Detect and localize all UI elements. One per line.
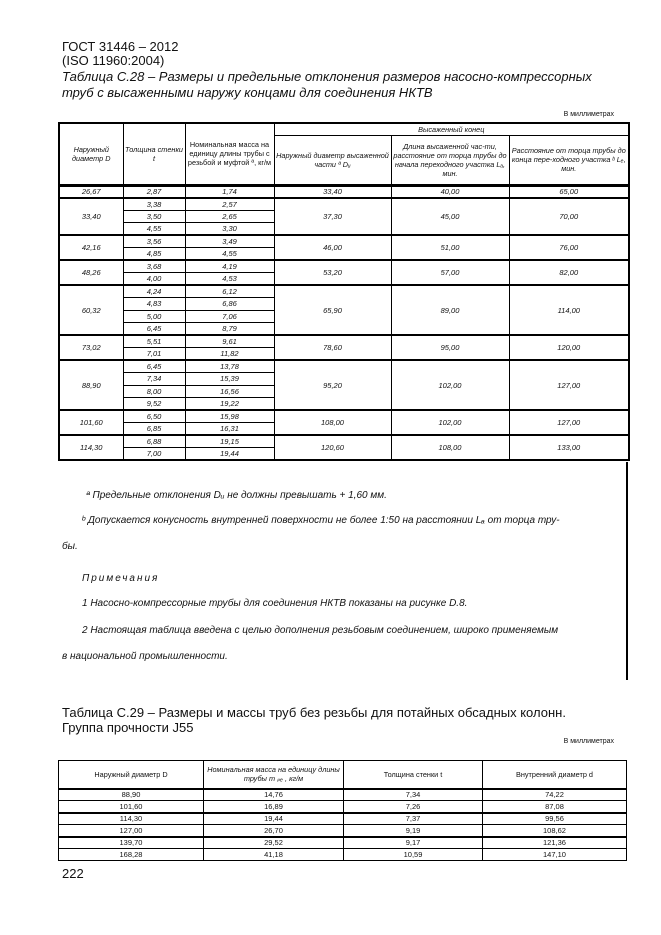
- cell-outer-diameter: 101,60: [59, 410, 123, 435]
- header-cell: Толщина стенки t: [344, 761, 483, 789]
- table-cell: 127,00: [59, 825, 204, 837]
- cell-du: 37,30: [274, 198, 391, 236]
- cell-outer-diameter: 114,30: [59, 435, 123, 460]
- table-row: [59, 260, 629, 273]
- header-upset-length: Длина высаженной час-ти, расстояние от торца трубы до начала переходного участка Lₐ, мин.: [391, 135, 509, 185]
- table-cell: 88,90: [59, 789, 204, 801]
- table-row: [59, 285, 629, 298]
- notes-border: [626, 462, 628, 680]
- cell-du: 33,40: [274, 185, 391, 198]
- cell-mass: 16,56: [185, 385, 274, 398]
- cell-outer-diameter: 60,32: [59, 285, 123, 335]
- cell-wall-thickness: 7,01: [123, 348, 185, 361]
- note-1: 1 Насосно-компрессорные трубы для соединения НКТВ показаны на рисунке D.8.: [82, 598, 468, 609]
- cell-len: 102,00: [391, 360, 509, 410]
- cell-mass: 4,53: [185, 273, 274, 286]
- cell-len: 57,00: [391, 260, 509, 285]
- cell-outer-diameter: 42,16: [59, 235, 123, 260]
- table-row: [59, 825, 627, 837]
- table-row: [59, 198, 629, 211]
- cell-wall-thickness: 4,24: [123, 285, 185, 298]
- cell-wall-thickness: 5,00: [123, 310, 185, 323]
- cell-outer-diameter: 26,67: [59, 185, 123, 198]
- cell-dist: 70,00: [509, 198, 629, 236]
- table-cell: 87,08: [483, 801, 627, 813]
- table-cell: 99,56: [483, 813, 627, 825]
- t28-title-line2: труб с высаженными наружу концами для соединения НКТВ: [62, 85, 433, 100]
- cell-outer-diameter: 33,40: [59, 198, 123, 236]
- header-cell: Внутренний диаметр d: [483, 761, 627, 789]
- cell-dist: 76,00: [509, 235, 629, 260]
- header-upset-diameter: Наружный диаметр высаженной части ª Dᵤ: [274, 135, 391, 185]
- header-outer-diameter: Наружный диаметр D: [59, 123, 123, 185]
- cell-dist: 133,00: [509, 435, 629, 460]
- cell-mass: 16,31: [185, 423, 274, 436]
- cell-du: 95,20: [274, 360, 391, 410]
- cell-outer-diameter: 88,90: [59, 360, 123, 410]
- note-2-line2: в национальной промышленности.: [62, 651, 228, 662]
- cell-mass: 4,19: [185, 260, 274, 273]
- table-cell: 26,70: [204, 825, 344, 837]
- table-cell: 7,37: [344, 813, 483, 825]
- cell-mass: 19,44: [185, 448, 274, 461]
- table-cell: 147,10: [483, 849, 627, 861]
- cell-wall-thickness: 6,50: [123, 410, 185, 423]
- note-2-line1: 2 Настоящая таблица введена с целью дополнения резьбовым соединением, широко применяемым: [82, 625, 559, 636]
- header-mass: Номинальная масса на единицу длины трубы с резьбой и муфтой ª, кг/м: [185, 123, 274, 185]
- table-cell: 108,62: [483, 825, 627, 837]
- cell-dist: 82,00: [509, 260, 629, 285]
- cell-wall-thickness: 7,00: [123, 448, 185, 461]
- table-cell: 9,19: [344, 825, 483, 837]
- table-row: [59, 435, 629, 448]
- cell-wall-thickness: 5,51: [123, 335, 185, 348]
- cell-wall-thickness: 3,50: [123, 210, 185, 223]
- table-cell: 9,17: [344, 837, 483, 849]
- cell-dist: 114,00: [509, 285, 629, 335]
- cell-dist: 127,00: [509, 410, 629, 435]
- cell-len: 40,00: [391, 185, 509, 198]
- cell-wall-thickness: 7,34: [123, 373, 185, 386]
- cell-dist: 120,00: [509, 335, 629, 360]
- header-transition-distance: Расстояние от торца трубы до конца пере-ходного участка ᵇ Lₑ, мин.: [509, 135, 629, 185]
- cell-mass: 1,74: [185, 185, 274, 198]
- cell-wall-thickness: 6,85: [123, 423, 185, 436]
- cell-wall-thickness: 4,85: [123, 248, 185, 261]
- table-cell: 121,36: [483, 837, 627, 849]
- cell-du: 65,90: [274, 285, 391, 335]
- table-cell: 168,28: [59, 849, 204, 861]
- table-cell: 114,30: [59, 813, 204, 825]
- cell-mass: 19,22: [185, 398, 274, 411]
- footnote-a: ª Предельные отклонения Dᵤ не должны превышать + 1,60 мм.: [86, 490, 387, 501]
- table-row: [59, 185, 629, 198]
- cell-du: 120,60: [274, 435, 391, 460]
- table-cell: 41,18: [204, 849, 344, 861]
- cell-du: 53,20: [274, 260, 391, 285]
- cell-len: 102,00: [391, 410, 509, 435]
- cell-wall-thickness: 3,38: [123, 198, 185, 211]
- cell-dist: 65,00: [509, 185, 629, 198]
- table-cell: 29,52: [204, 837, 344, 849]
- cell-len: 51,00: [391, 235, 509, 260]
- page-number: 222: [62, 866, 84, 881]
- cell-mass: 6,12: [185, 285, 274, 298]
- table-cell: 101,60: [59, 801, 204, 813]
- table-row: [59, 360, 629, 373]
- header-wall-thickness: Толщина стенки t: [123, 123, 185, 185]
- cell-mass: 2,57: [185, 198, 274, 211]
- table-row: [59, 235, 629, 248]
- cell-wall-thickness: 2,87: [123, 185, 185, 198]
- t29-title-line2: Группа прочности J55: [62, 720, 194, 735]
- cell-du: 78,60: [274, 335, 391, 360]
- table-row: [59, 801, 627, 813]
- cell-len: 45,00: [391, 198, 509, 236]
- cell-mass: 7,06: [185, 310, 274, 323]
- table-row: [59, 335, 629, 348]
- cell-mass: 19,15: [185, 435, 274, 448]
- t28-units: В миллиметрах: [563, 111, 614, 118]
- footnote-b-line1: ᵇ Допускается конусность внутренней поверхности не более 1:50 на расстоянии Lₐ от торца тру-: [82, 515, 560, 526]
- cell-wall-thickness: 6,45: [123, 360, 185, 373]
- table-row: [59, 813, 627, 825]
- cell-mass: 3,49: [185, 235, 274, 248]
- header-cell: Наружный диаметр D: [59, 761, 204, 789]
- cell-mass: 11,82: [185, 348, 274, 361]
- cell-wall-thickness: 8,00: [123, 385, 185, 398]
- header-upset-end: Высаженный конец: [274, 123, 629, 135]
- doc-code: ГОСТ 31446 – 2012: [62, 39, 179, 54]
- notes-title: Примечания: [82, 573, 160, 584]
- table-cell: 74,22: [483, 789, 627, 801]
- cell-wall-thickness: 4,55: [123, 223, 185, 236]
- cell-wall-thickness: 6,88: [123, 435, 185, 448]
- table-cell: 19,44: [204, 813, 344, 825]
- cell-du: 108,00: [274, 410, 391, 435]
- table-cell: 16,89: [204, 801, 344, 813]
- table-cell: 7,34: [344, 789, 483, 801]
- cell-outer-diameter: 73,02: [59, 335, 123, 360]
- table-row: [59, 410, 629, 423]
- cell-wall-thickness: 3,56: [123, 235, 185, 248]
- t29-units: В миллиметрах: [563, 738, 614, 745]
- table-cell: 14,76: [204, 789, 344, 801]
- cell-wall-thickness: 4,83: [123, 298, 185, 311]
- cell-mass: 15,39: [185, 373, 274, 386]
- doc-iso: (ISO 11960:2004): [62, 53, 165, 68]
- cell-mass: 2,65: [185, 210, 274, 223]
- cell-mass: 4,55: [185, 248, 274, 261]
- cell-outer-diameter: 48,26: [59, 260, 123, 285]
- cell-wall-thickness: 4,00: [123, 273, 185, 286]
- table-row: [59, 789, 627, 801]
- table-c29: [58, 760, 627, 861]
- cell-len: 89,00: [391, 285, 509, 335]
- footnote-b-line2: бы.: [62, 541, 78, 552]
- cell-len: 108,00: [391, 435, 509, 460]
- cell-dist: 127,00: [509, 360, 629, 410]
- table-row: [59, 849, 627, 861]
- table-cell: 7,26: [344, 801, 483, 813]
- cell-wall-thickness: 9,52: [123, 398, 185, 411]
- cell-mass: 3,30: [185, 223, 274, 236]
- cell-wall-thickness: 3,68: [123, 260, 185, 273]
- t28-title-line1: Таблица С.28 – Размеры и предельные отклонения размеров насосно-компрессорных: [62, 69, 592, 84]
- table-row: [59, 837, 627, 849]
- cell-du: 46,00: [274, 235, 391, 260]
- cell-mass: 9,61: [185, 335, 274, 348]
- table-c28: [58, 122, 630, 461]
- cell-mass: 8,79: [185, 323, 274, 336]
- cell-wall-thickness: 6,45: [123, 323, 185, 336]
- cell-mass: 15,98: [185, 410, 274, 423]
- table-cell: 10,59: [344, 849, 483, 861]
- cell-len: 95,00: [391, 335, 509, 360]
- t29-title-line1: Таблица С.29 – Размеры и массы труб без резьбы для потайных обсадных колонн.: [62, 705, 566, 720]
- cell-mass: 13,78: [185, 360, 274, 373]
- header-cell: Номинальная масса на единицу длины трубы m ₚₑ , кг/м: [204, 761, 344, 789]
- table-cell: 139,70: [59, 837, 204, 849]
- cell-mass: 6,86: [185, 298, 274, 311]
